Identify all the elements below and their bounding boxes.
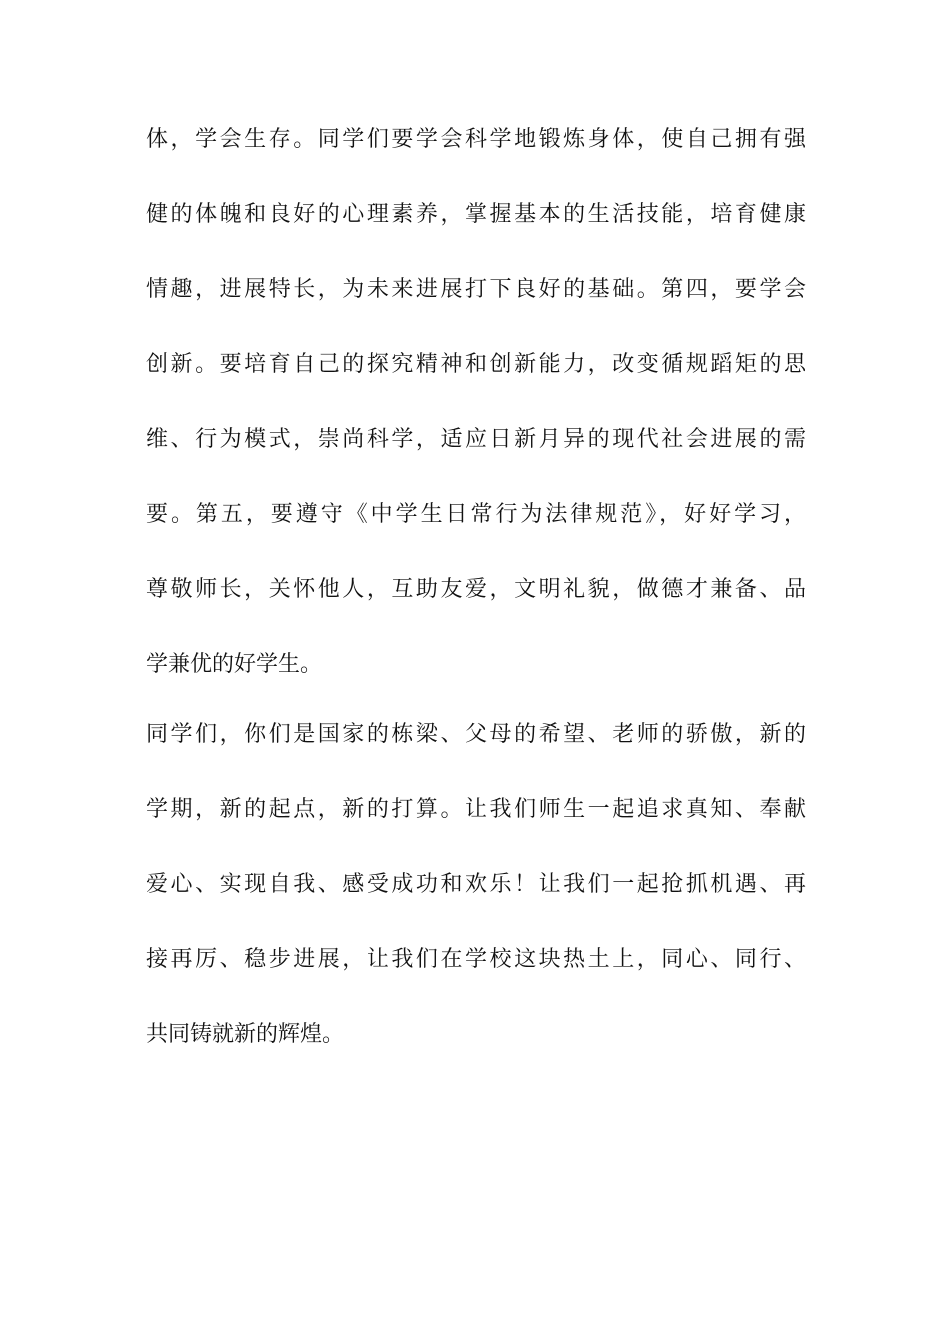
text-line: 健的体魄和良好的心理素养，掌握基本的生活技能，培育健康 bbox=[146, 202, 806, 227]
text-line: 情趣，进展特长，为未来进展打下良好的基础。第四，要学会 bbox=[146, 277, 806, 302]
text-line: 体，学会生存。同学们要学会科学地锻炼身体，使自己拥有强 bbox=[146, 127, 806, 152]
text-line: 维、行为模式，崇尚科学，适应日新月异的现代社会进展的需 bbox=[146, 427, 806, 452]
text-line: 爱心、实现自我、感受成功和欢乐！让我们一起抢抓机遇、再 bbox=[146, 872, 806, 897]
text-line: 共同铸就新的辉煌。 bbox=[146, 1022, 345, 1047]
paragraph bbox=[146, 722, 806, 1047]
text-line: 创新。要培育自己的探究精神和创新能力，改变循规蹈矩的思 bbox=[146, 352, 806, 377]
text-line: 尊敬师长，关怀他人，互助友爱，文明礼貌，做德才兼备、品 bbox=[146, 577, 806, 602]
text-line: 学期，新的起点，新的打算。让我们师生一起追求真知、奉献 bbox=[146, 797, 806, 822]
text-line: 要。第五，要遵守《中学生日常行为法律规范》，好好学习， bbox=[146, 502, 806, 527]
text-line: 学兼优的好学生。 bbox=[146, 652, 323, 677]
text-line: 同学们，你们是国家的栋梁、父母的希望、老师的骄傲，新的 bbox=[146, 722, 806, 747]
document-body bbox=[146, 127, 806, 1097]
text-line: 接再厉、稳步进展，让我们在学校这块热土上，同心、同行、 bbox=[146, 947, 806, 972]
paragraph bbox=[146, 127, 806, 677]
